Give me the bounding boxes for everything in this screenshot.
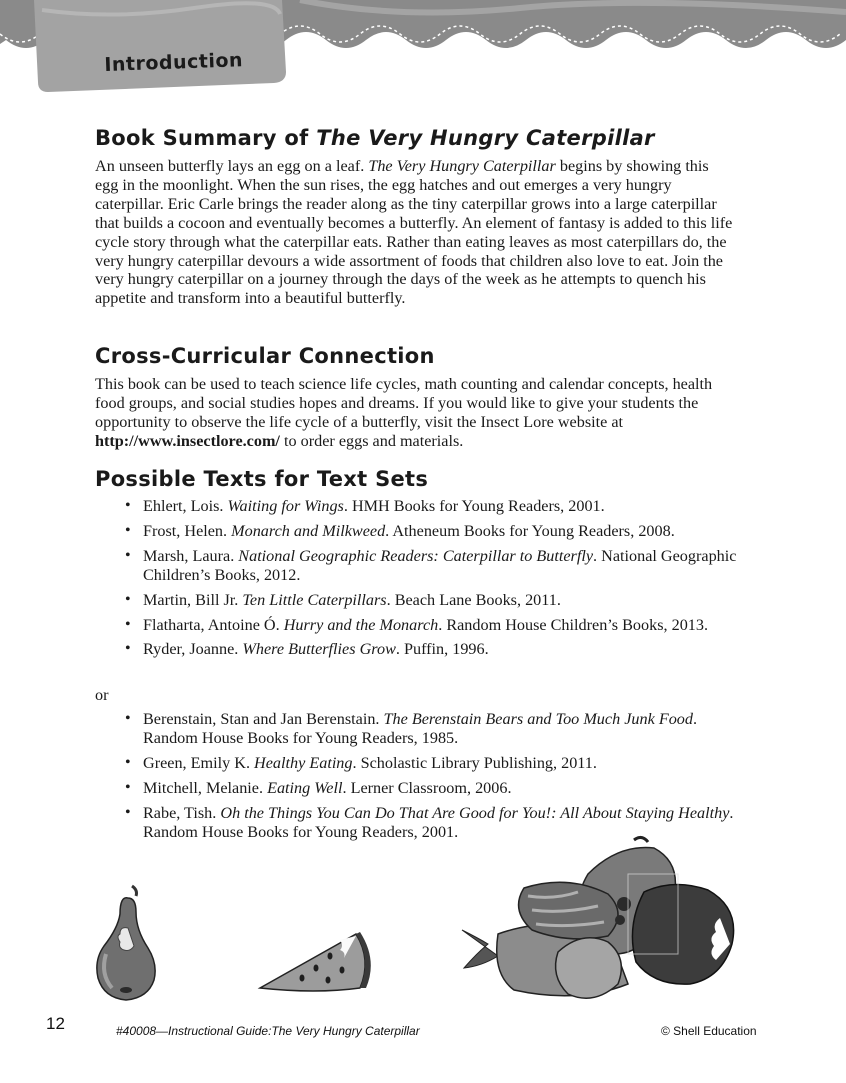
footer-title: #40008—Instructional Guide:The Very Hungry Caterpillar (116, 1024, 420, 1038)
watermelon-slice-icon (256, 930, 376, 996)
list-item: • Green, Emily K. Healthy Eating. Scholastic Library Publishing, 2011. (95, 754, 745, 773)
summary-paragraph: An unseen butterfly lays an egg on a leaf. The Very Hungry Caterpillar begins by showing this egg in the moonlight. When the sun rises, the egg hatches and out emerges a very hungry caterpillar. Eric Carle brings the reader along as the tiny caterpillar grows into a large caterpillar that builds a cocoon and eventually becomes a butterfly. An element of fantasy is added to this life cycle story through what the caterpillar eats. Rather than eating leaves as most caterpillars do, the very hungry caterpillar devours a wide assortment of foods that children also love to eat. Join the very hungry caterpillar on a journey through the days of the week as he attempts to quench his appetite and transform into a beautiful butterfly. (95, 157, 733, 308)
section-tab (34, 0, 286, 92)
section-tab-label: Introduction (104, 49, 244, 76)
list-item: • Ryder, Joanne. Where Butterflies Grow. Puffin, 1996. (95, 640, 745, 659)
list-item: • Flatharta, Antoine Ó. Hurry and the Monarch. Random House Children’s Books, 2013. (95, 616, 745, 635)
or-separator: or (95, 686, 109, 704)
cross-curricular-paragraph: This book can be used to teach science life cycles, math counting and calendar concepts, health food groups, and social studies hopes and dreams. If you would like to give your students the opportunity to observe the life cycle of a butterfly, visit the Insect Lore website at http://www.insectlore.com/ to order eggs and materials. (95, 375, 713, 450)
list-item: • Berenstain, Stan and Jan Berenstain. The Berenstain Bears and Too Much Junk Food. Random House Books for Young Readers, 1985. (95, 710, 745, 748)
summary-heading: Book Summary of The Very Hungry Caterpillar (95, 126, 655, 150)
texts-heading: Possible Texts for Text Sets (95, 467, 429, 491)
list-item: • Frost, Helen. Monarch and Milkweed. Atheneum Books for Young Readers, 2008. (95, 522, 745, 541)
list-item: • Marsh, Laura. National Geographic Readers: Caterpillar to Butterfly. National Geographic Children’s Books, 2012. (95, 547, 745, 585)
insect-lore-link[interactable]: http://www.insectlore.com/ (95, 431, 280, 450)
text-set-list-a (95, 497, 745, 659)
summary-heading-title: The Very Hungry Caterpillar (316, 126, 655, 150)
cross-curricular-heading: Cross-Curricular Connection (95, 344, 435, 368)
list-item: • Martin, Bill Jr. Ten Little Caterpillars. Beach Lane Books, 2011. (95, 591, 745, 610)
list-item: • Rabe, Tish. Oh the Things You Can Do That Are Good for You!: All About Staying Healthy. Random House Books for Young Readers, 2001. (95, 804, 745, 842)
fruit-pile-icon (458, 834, 748, 1014)
footer-copyright: © Shell Education (661, 1024, 757, 1038)
text-set-list-b (95, 710, 745, 841)
list-item: • Mitchell, Melanie. Eating Well. Lerner Classroom, 2006. (95, 779, 745, 798)
pear-icon (90, 884, 160, 1004)
list-item: • Ehlert, Lois. Waiting for Wings. HMH Books for Young Readers, 2001. (95, 497, 745, 516)
page-number: 12 (46, 1014, 65, 1033)
